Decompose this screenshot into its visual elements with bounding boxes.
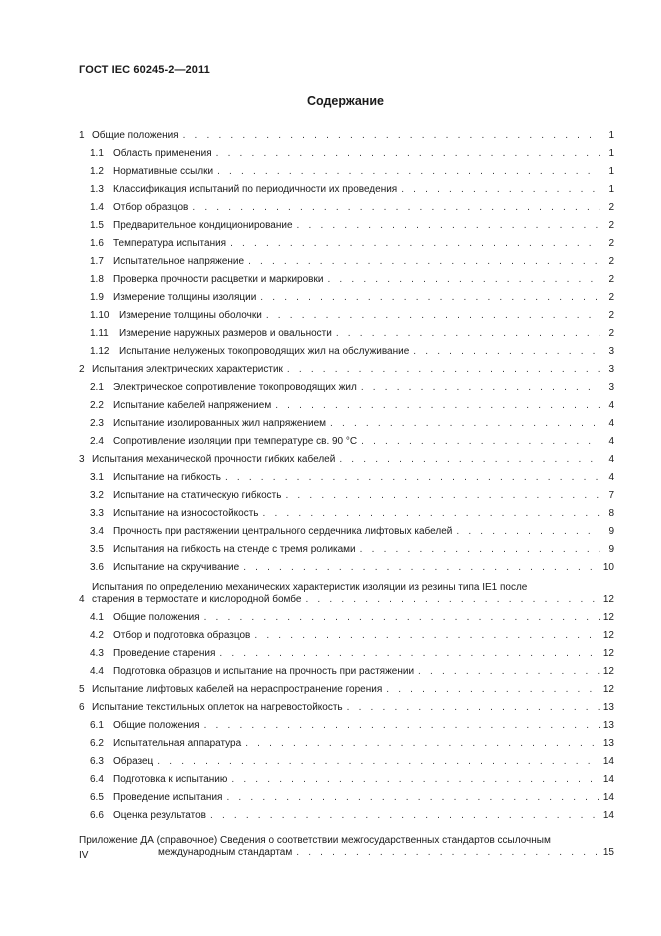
toc-entry-page: 10 — [602, 562, 614, 573]
toc-entry-number: 1.3 — [90, 184, 104, 195]
toc-entry-title: Испытание на скручивание — [113, 562, 240, 573]
toc-entry[interactable] — [79, 412, 614, 430]
document-code: ГОСТ IEC 60245-2—2011 — [79, 64, 210, 76]
toc-entry-title: Проведение испытания — [113, 792, 223, 803]
toc-entry[interactable] — [79, 642, 614, 660]
toc-entry-page: 9 — [608, 526, 614, 537]
dot-leader — [301, 594, 600, 606]
toc-entry-page: 12 — [602, 666, 614, 677]
toc-entry-number: 1.11 — [90, 328, 109, 339]
toc-entry-page: 2 — [608, 274, 614, 285]
toc-entry-title: Общие положения — [113, 720, 200, 731]
dot-leader — [222, 792, 600, 804]
toc-entry[interactable] — [79, 268, 614, 286]
dot-leader — [262, 310, 600, 322]
dot-leader — [283, 364, 600, 376]
toc-entry[interactable] — [79, 502, 614, 520]
toc-entry-page: 4 — [608, 400, 614, 411]
dot-leader — [212, 148, 600, 160]
toc-entry-title: Испытания механической прочности гибких кабелей — [92, 454, 336, 465]
toc-entry-annex[interactable] — [79, 823, 614, 859]
toc-entry-title: Испытание кабелей напряжением — [113, 400, 272, 411]
toc-entry-page: 4 — [608, 436, 614, 447]
toc-entry[interactable] — [79, 624, 614, 642]
toc-entry-title: Измерение наружных размеров и овальности — [119, 328, 332, 339]
toc-entry-number: 4.3 — [90, 648, 104, 659]
toc-entry-number: 2.2 — [90, 400, 104, 411]
toc-entry-title: Классификация испытаний по периодичности их проведения — [113, 184, 398, 195]
toc-entry[interactable] — [79, 142, 614, 160]
toc-entry-page: 12 — [602, 594, 614, 605]
toc-entry[interactable] — [79, 448, 614, 466]
dot-leader — [414, 666, 600, 678]
toc-entry-number: 4.2 — [90, 630, 104, 641]
dot-leader — [332, 328, 600, 340]
dot-leader — [200, 612, 600, 624]
toc-entry-page: 14 — [602, 792, 614, 803]
toc-entry-number: 3.3 — [90, 508, 104, 519]
toc-entry[interactable] — [79, 732, 614, 750]
toc-entry-title: Испытание на износостойкость — [113, 508, 259, 519]
toc-entry[interactable] — [79, 394, 614, 412]
toc-entry-page: 2 — [608, 256, 614, 267]
toc-entry[interactable] — [79, 606, 614, 624]
toc-entry[interactable] — [79, 322, 614, 340]
dot-leader — [259, 508, 600, 520]
toc-entry-page: 1 — [608, 130, 614, 141]
toc-entry-number: 1.10 — [90, 310, 110, 321]
toc-entry-number: 6.4 — [90, 774, 104, 785]
toc-entry-page: 4 — [608, 418, 614, 429]
toc-entry-page: 14 — [602, 756, 614, 767]
toc-entry-page: 1 — [608, 166, 614, 177]
toc-entry[interactable] — [79, 160, 614, 178]
toc-entry-page: 3 — [608, 364, 614, 375]
toc-entry-number: 1.12 — [90, 346, 110, 357]
toc-entry[interactable] — [79, 124, 614, 142]
toc-entry[interactable] — [79, 804, 614, 822]
dot-leader — [215, 648, 600, 660]
toc-entry-page: 12 — [602, 612, 614, 623]
dot-leader — [397, 184, 600, 196]
toc-entry[interactable] — [79, 484, 614, 502]
toc-entry-number: 1.6 — [90, 238, 104, 249]
toc-entry-number: 4.4 — [90, 666, 104, 677]
toc-entry-title: Испытание нелуженых токопроводящих жил на обслуживание — [119, 346, 410, 357]
toc-entry-number: 2.3 — [90, 418, 104, 429]
toc-entry-page: 2 — [608, 220, 614, 231]
toc-entry-title: Общие положения — [92, 130, 179, 141]
toc-entry-title: Испытания электрических характеристик — [92, 364, 283, 375]
toc-entry-number: 1.4 — [90, 202, 104, 213]
toc-entry-title: Измерение толщины оболочки — [119, 310, 262, 321]
toc-entry[interactable] — [79, 466, 614, 484]
toc-entry[interactable] — [79, 286, 614, 304]
toc-entry-title: Испытание на гибкость — [113, 472, 221, 483]
toc-entry-title: Сопротивление изоляции при температуре св. 90 °С — [113, 436, 358, 447]
dot-leader — [256, 292, 600, 304]
dot-leader — [292, 847, 600, 859]
toc-entry[interactable] — [79, 768, 614, 786]
toc-entry-page: 4 — [608, 454, 614, 465]
toc-entry-title: Оценка результатов — [113, 810, 206, 821]
toc-entry-page: 7 — [608, 490, 614, 501]
dot-leader — [452, 526, 600, 538]
dot-leader — [153, 756, 600, 768]
dot-leader — [271, 400, 600, 412]
annex-title-line1: Приложение ДА (справочное) Сведения о соответствии межгосударственных стандартов ссылочным — [79, 835, 551, 846]
toc-entry-page: 2 — [608, 328, 614, 339]
toc-entry-title: Прочность при растяжении центрального сердечника лифтовых кабелей — [113, 526, 453, 537]
toc-entry[interactable] — [79, 750, 614, 768]
toc-entry[interactable] — [79, 786, 614, 804]
dot-leader — [250, 630, 600, 642]
toc-entry-page: 9 — [608, 544, 614, 555]
toc-entry-page: 4 — [608, 472, 614, 483]
toc-entry[interactable] — [79, 376, 614, 394]
toc-entry[interactable] — [79, 574, 614, 606]
toc-entry-title: Предварительное кондиционирование — [113, 220, 293, 231]
toc-entry[interactable] — [79, 678, 614, 696]
dot-leader — [179, 130, 600, 142]
toc-entry-page: 12 — [602, 684, 614, 695]
toc-entry[interactable] — [79, 196, 614, 214]
dot-leader — [221, 472, 600, 484]
toc-entry-title: Испытание изолированных жил напряжением — [113, 418, 327, 429]
dot-leader — [281, 490, 600, 502]
toc-entry-number: 2 — [79, 364, 85, 375]
toc-entry-title: Проведение старения — [113, 648, 216, 659]
toc-entry[interactable] — [79, 714, 614, 732]
toc-entry-page: 13 — [602, 720, 614, 731]
dot-leader — [241, 738, 600, 750]
dot-leader — [323, 274, 600, 286]
toc-entry[interactable] — [79, 214, 614, 232]
toc-entry-number: 1.8 — [90, 274, 104, 285]
toc-entry[interactable] — [79, 178, 614, 196]
toc-entry-title: Образец — [113, 756, 154, 767]
toc-entry-number: 1.5 — [90, 220, 104, 231]
toc-entry-title: Измерение толщины изоляции — [113, 292, 257, 303]
toc-entry[interactable] — [79, 556, 614, 574]
toc-entry-number: 6.2 — [90, 738, 104, 749]
toc-entry-number: 6.6 — [90, 810, 104, 821]
toc-entry-number: 2.1 — [90, 382, 104, 393]
dot-leader — [357, 436, 600, 448]
toc-entry[interactable] — [79, 358, 614, 376]
toc-entry-title: Проверка прочности расцветки и маркировки — [113, 274, 324, 285]
toc-entry-page: 12 — [602, 648, 614, 659]
toc-entry-title: Нормативные ссылки — [113, 166, 214, 177]
toc-entry-page: 14 — [602, 810, 614, 821]
dot-leader — [343, 702, 600, 714]
toc-entry-number: 3.1 — [90, 472, 104, 483]
annex-title-line2: международным стандартам — [158, 847, 293, 858]
toc-entry-title: Испытание на статическую гибкость — [113, 490, 282, 501]
dot-leader — [357, 382, 600, 394]
toc-entry-number: 1 — [79, 130, 85, 141]
toc-entry-number: 1.1 — [90, 148, 104, 159]
toc-entry-number: 1.7 — [90, 256, 104, 267]
toc-entry-page: 1 — [608, 148, 614, 159]
toc-entry-title: Температура испытания — [113, 238, 227, 249]
toc-entry-title: Отбор образцов — [113, 202, 189, 213]
toc-entry-title-line2: старения в термостате и кислородной бомбе — [92, 594, 302, 605]
dot-leader — [382, 684, 600, 696]
toc-entry-number: 5 — [79, 684, 85, 695]
toc-entry[interactable] — [79, 538, 614, 556]
toc-entry-page: 14 — [602, 774, 614, 785]
toc-entry-title: Испытательная аппаратура — [113, 738, 242, 749]
toc-entry-page: 1 — [608, 184, 614, 195]
annex-page: 15 — [602, 847, 614, 858]
toc-entry-page: 12 — [602, 630, 614, 641]
toc-entry-number: 3 — [79, 454, 85, 465]
toc-entry-title: Общие положения — [113, 612, 200, 623]
toc-entry-title: Испытание лифтовых кабелей на нераспространение горения — [92, 684, 383, 695]
toc-entry[interactable] — [79, 250, 614, 268]
toc-entry-number: 3.5 — [90, 544, 104, 555]
dot-leader — [356, 544, 600, 556]
toc-entry-number: 6.3 — [90, 756, 104, 767]
toc-entry-title: Испытание текстильных оплеток на нагревостойкость — [92, 702, 343, 713]
toc-entry-title: Испытательное напряжение — [113, 256, 245, 267]
toc-entry-title: Область применения — [113, 148, 212, 159]
toc-entry-page: 2 — [608, 238, 614, 249]
toc-entry-page: 2 — [608, 310, 614, 321]
toc-entry-number: 1.2 — [90, 166, 104, 177]
dot-leader — [326, 418, 600, 430]
toc-entry-page: 2 — [608, 202, 614, 213]
toc-entry-title: Испытания на гибкость на стенде с тремя роликами — [113, 544, 356, 555]
dot-leader — [409, 346, 600, 358]
toc-entry-number: 6 — [79, 702, 85, 713]
dot-leader — [244, 256, 600, 268]
toc-entry-title-line1: Испытания по определению механических характеристик изоляции из резины типа IE1 после — [92, 582, 528, 593]
toc-entry-number: 3.6 — [90, 562, 104, 573]
toc-entry-page: 13 — [602, 702, 614, 713]
toc-entry-page: 2 — [608, 292, 614, 303]
toc-entry[interactable] — [79, 304, 614, 322]
toc-entry-number: 3.2 — [90, 490, 104, 501]
toc-title: Содержание — [306, 94, 384, 108]
page-number: IV — [79, 850, 89, 861]
toc-entry[interactable] — [79, 696, 614, 714]
dot-leader — [206, 810, 600, 822]
toc-entry-number: 1.9 — [90, 292, 104, 303]
toc-entry-page: 13 — [602, 738, 614, 749]
dot-leader — [200, 720, 600, 732]
dot-leader — [239, 562, 600, 574]
toc-entry[interactable] — [79, 430, 614, 448]
toc-entry[interactable] — [79, 232, 614, 250]
toc-entry-title: Подготовка образцов и испытание на прочность при растяжении — [113, 666, 415, 677]
toc-entry[interactable] — [79, 660, 614, 678]
dot-leader — [213, 166, 600, 178]
dot-leader — [226, 238, 600, 250]
toc-entry[interactable] — [79, 520, 614, 538]
toc-entry-title: Электрическое сопротивление токопроводящих жил — [113, 382, 357, 393]
table-of-contents — [79, 124, 614, 859]
dot-leader — [335, 454, 600, 466]
dot-leader — [293, 220, 600, 232]
toc-entry-number: 2.4 — [90, 436, 104, 447]
dot-leader — [227, 774, 600, 786]
toc-entry[interactable] — [79, 340, 614, 358]
toc-entry-title: Отбор и подготовка образцов — [113, 630, 251, 641]
toc-entry-page: 3 — [608, 382, 614, 393]
toc-entry-page: 8 — [608, 508, 614, 519]
toc-entry-number: 4.1 — [90, 612, 104, 623]
toc-entry-number: 4 — [79, 594, 85, 605]
toc-entry-title: Подготовка к испытанию — [113, 774, 228, 785]
toc-entry-page: 3 — [608, 346, 614, 357]
toc-entry-number: 6.1 — [90, 720, 104, 731]
toc-entry-number: 6.5 — [90, 792, 104, 803]
dot-leader — [188, 202, 600, 214]
toc-entry-number: 3.4 — [90, 526, 104, 537]
